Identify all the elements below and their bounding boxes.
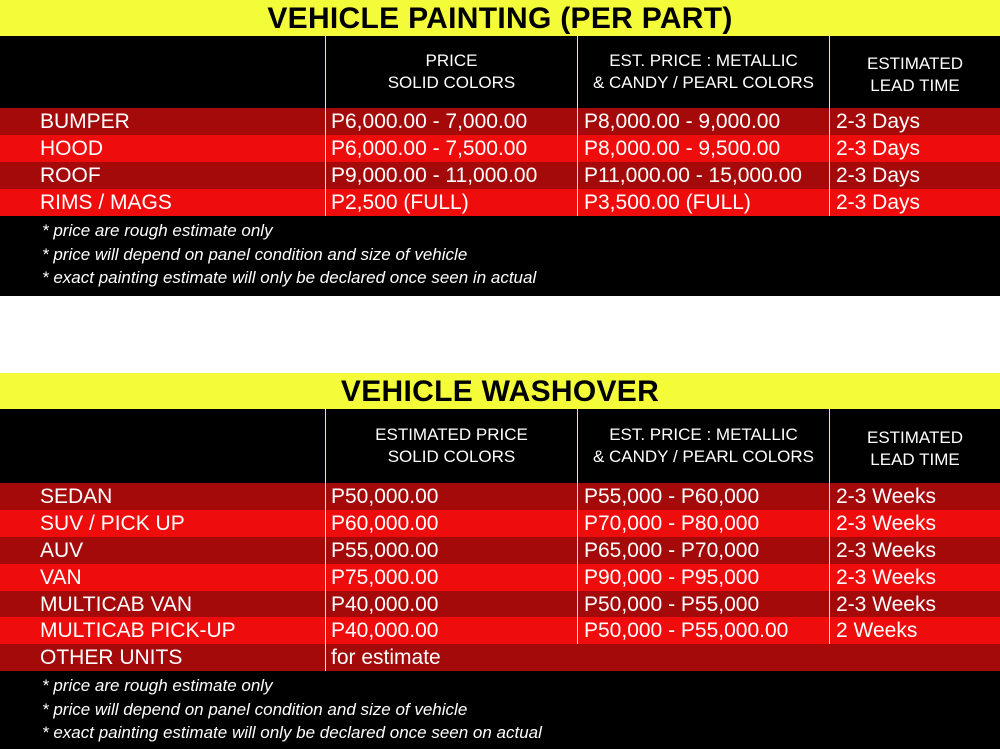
painting-rows [0, 108, 1000, 216]
header-solid-price [326, 409, 577, 483]
solid-price: P60,000.00 [331, 511, 439, 535]
table-row [0, 591, 1000, 618]
solid-price: P55,000.00 [331, 538, 439, 562]
note-line: * price are rough estimate only [42, 221, 273, 240]
header-line: ESTIMATED [866, 54, 964, 73]
part-name: BUMPER [40, 110, 130, 133]
solid-price: P50,000.00 [331, 485, 439, 508]
metallic-price: P65,000 - P70,000 [584, 538, 760, 562]
vehicle-type: MULTICAB PICK-UP [40, 619, 236, 643]
header-line: PRICE [425, 51, 478, 70]
vehicle-type: OTHER UNITS [40, 646, 183, 670]
metallic-price: P70,000 - P80,000 [584, 511, 760, 535]
solid-price: P6,000.00 - 7,000.00 [331, 110, 528, 133]
metallic-price: P50,000 - P55,000.00 [584, 619, 789, 643]
header-line: LEAD TIME [870, 76, 960, 95]
solid-price: P2,500 (FULL) [331, 190, 469, 214]
lead-time: 2-3 Days [836, 163, 921, 187]
painting-section [0, 0, 1000, 296]
table-row [0, 510, 1000, 537]
table-row [0, 135, 1000, 162]
part-name: ROOF [40, 163, 101, 187]
header-lead-time [830, 409, 1000, 483]
lead-time: 2-3 Weeks [836, 485, 936, 508]
header-line: & CANDY / PEARL COLORS [592, 447, 815, 466]
solid-price: P40,000.00 [331, 592, 439, 616]
header-lead-time [830, 36, 1000, 108]
vehicle-type: SEDAN [40, 485, 113, 508]
metallic-price: P3,500.00 (FULL) [584, 190, 751, 214]
header-metallic-price [578, 36, 829, 108]
solid-price: P40,000.00 [331, 619, 439, 643]
header-metallic-price [578, 409, 829, 483]
painting-notes [0, 216, 1000, 296]
header-line: EST. PRICE : METALLIC [609, 425, 798, 444]
note-line: * price are rough estimate only [42, 676, 273, 696]
washover-notes [0, 671, 1000, 749]
header-line: SOLID COLORS [387, 73, 516, 92]
metallic-price: P55,000 - P60,000 [584, 485, 760, 508]
table-row [0, 189, 1000, 216]
vehicle-type: AUV [40, 538, 84, 562]
header-line: EST. PRICE : METALLIC [609, 51, 798, 70]
part-name: HOOD [40, 136, 103, 160]
table-row [0, 644, 1000, 671]
lead-time: 2-3 Weeks [836, 565, 936, 589]
solid-price: P6,000.00 - 7,500.00 [331, 136, 528, 160]
lead-time: 2-3 Days [836, 190, 921, 214]
table-row [0, 108, 1000, 135]
note-line: * exact painting estimate will only be declared once seen in actual [42, 268, 537, 287]
solid-price: P9,000.00 - 11,000.00 [331, 163, 538, 187]
lead-time: 2-3 Days [836, 110, 921, 133]
part-name: RIMS / MAGS [40, 190, 172, 214]
header-line: SOLID COLORS [387, 447, 516, 466]
lead-time: 2-3 Days [836, 136, 921, 160]
header-line: ESTIMATED PRICE [375, 425, 528, 444]
washover-header-row [0, 409, 1000, 483]
painting-header-row [0, 36, 1000, 108]
metallic-price: P50,000 - P55,000 [584, 592, 760, 616]
table-row [0, 537, 1000, 564]
solid-price: for estimate [331, 646, 441, 670]
washover-rows [0, 483, 1000, 671]
washover-title: VEHICLE WASHOVER [0, 373, 1000, 409]
painting-title: VEHICLE PAINTING (PER PART) [0, 0, 1000, 36]
header-line: & CANDY / PEARL COLORS [592, 73, 815, 92]
header-solid-price [326, 36, 577, 108]
vehicle-type: SUV / PICK UP [40, 511, 185, 535]
table-row [0, 564, 1000, 591]
metallic-price: P8,000.00 - 9,000.00 [584, 110, 781, 133]
note-line: * price will depend on panel condition and size of vehicle [42, 699, 468, 719]
vehicle-type: MULTICAB VAN [40, 592, 193, 616]
washover-section [0, 373, 1000, 749]
metallic-price: P90,000 - P95,000 [584, 565, 760, 589]
lead-time: 2-3 Weeks [836, 538, 936, 562]
table-row [0, 483, 1000, 510]
metallic-price: P8,000.00 - 9,500.00 [584, 136, 781, 160]
header-line: ESTIMATED [866, 428, 964, 447]
solid-price: P75,000.00 [331, 565, 439, 589]
lead-time: 2 Weeks [836, 619, 918, 643]
vehicle-type: VAN [40, 565, 82, 589]
table-row [0, 617, 1000, 644]
metallic-price: P11,000.00 - 15,000.00 [584, 163, 802, 187]
table-row [0, 162, 1000, 189]
note-line: * exact painting estimate will only be declared once seen on actual [42, 723, 542, 743]
lead-time: 2-3 Weeks [836, 511, 936, 535]
header-line: LEAD TIME [870, 450, 960, 469]
lead-time: 2-3 Weeks [836, 592, 936, 616]
note-line: * price will depend on panel condition and size of vehicle [42, 244, 468, 264]
